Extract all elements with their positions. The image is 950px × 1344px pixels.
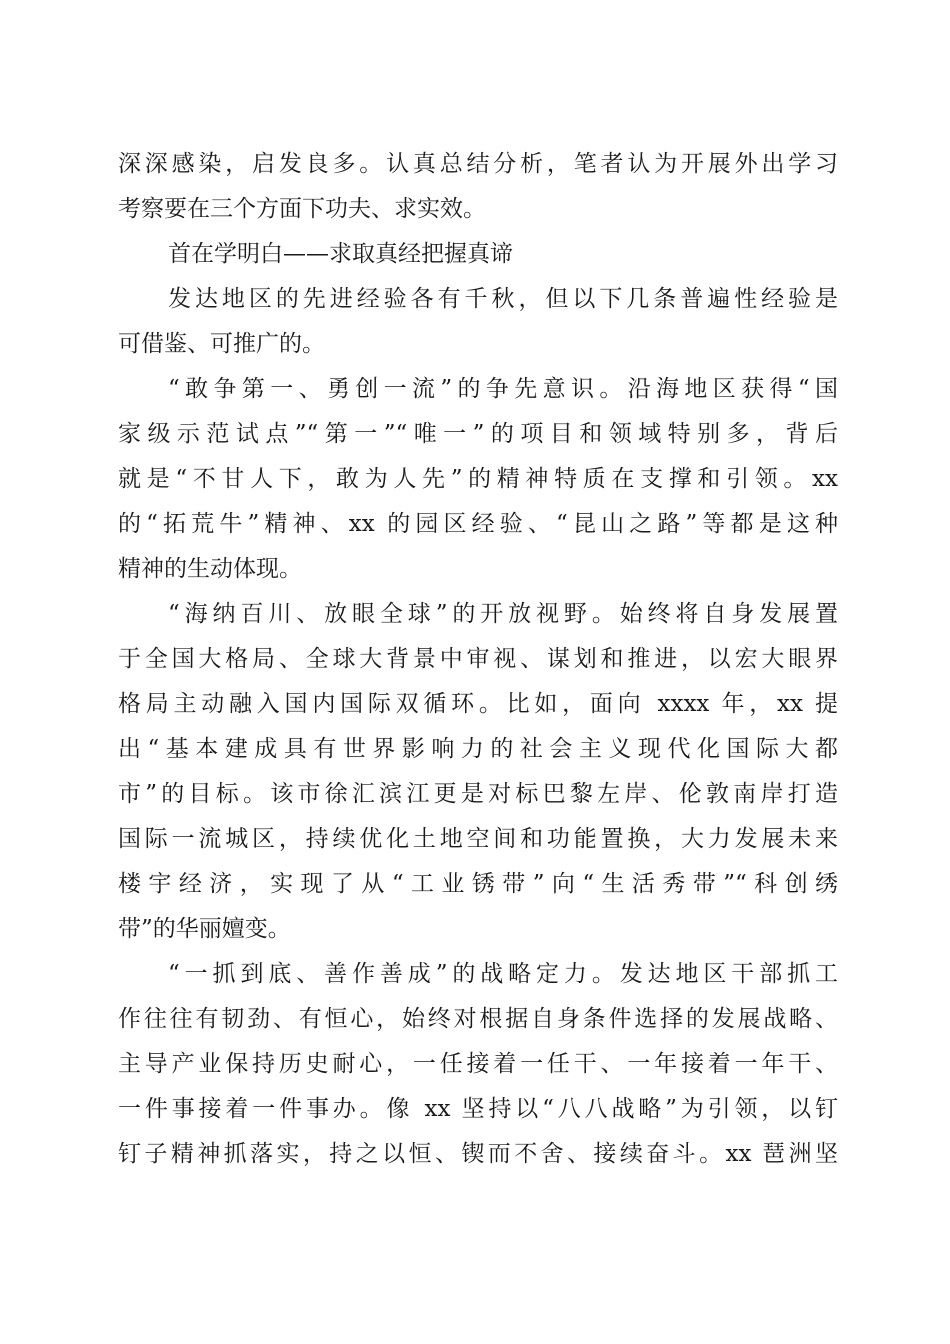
text-line: 一件事接着一件事办。像 xx 坚持以“八八战略”为引领，以钉 bbox=[118, 1096, 838, 1122]
text-line: “敢争第一、勇创一流”的争先意识。沿海地区获得“国 bbox=[168, 376, 838, 402]
text-line: “一抓到底、善作善成”的战略定力。发达地区干部抓工 bbox=[168, 961, 838, 987]
text-line: 首在学明白——求取真经把握真谛 bbox=[168, 241, 513, 267]
text-line: 家级示范试点”“第一”“唯一”的项目和领域特别多，背后 bbox=[118, 421, 838, 447]
text-line: 精神的生动体现。 bbox=[118, 556, 302, 582]
text-line: 主导产业保持历史耐心，一任接着一任干、一年接着一年干、 bbox=[118, 1051, 838, 1077]
text-line: 发达地区的先进经验各有千秋，但以下几条普遍性经验是 bbox=[168, 286, 838, 312]
text-line: 市”的目标。该市徐汇滨江更是对标巴黎左岸、伦敦南岸打造 bbox=[118, 781, 838, 807]
text-line: 于全国大格局、全球大背景中审视、谋划和推进，以宏大眼界 bbox=[118, 646, 838, 672]
text-line: 考察要在三个方面下功夫、求实效。 bbox=[118, 196, 486, 222]
text-line: 带”的华丽嬗变。 bbox=[118, 916, 291, 942]
text-line: 楼宇经济，实现了从“工业锈带”向“生活秀带”“科创绣 bbox=[118, 871, 838, 897]
document-body bbox=[118, 142, 838, 1177]
text-line: 的“拓荒牛”精神、xx 的园区经验、“昆山之路”等都是这种 bbox=[118, 511, 838, 537]
text-line: 钉子精神抓落实，持之以恒、锲而不舍、接续奋斗。xx 琶洲坚 bbox=[118, 1141, 838, 1167]
text-line: 作往往有韧劲、有恒心，始终对根据自身条件选择的发展战略、 bbox=[118, 1006, 838, 1032]
text-line: 国际一流城区，持续优化土地空间和功能置换，大力发展未来 bbox=[118, 826, 838, 852]
text-line: 出“基本建成具有世界影响力的社会主义现代化国际大都 bbox=[118, 736, 838, 762]
text-line: 可借鉴、可推广的。 bbox=[118, 331, 325, 357]
text-line: 深深感染，启发良多。认真总结分析，笔者认为开展外出学习 bbox=[118, 151, 838, 177]
text-line: 就是“不甘人下，敢为人先”的精神特质在支撑和引领。xx bbox=[118, 466, 838, 492]
text-line: 格局主动融入国内国际双循环。比如，面向 xxxx 年，xx 提 bbox=[118, 691, 838, 717]
text-line: “海纳百川、放眼全球”的开放视野。始终将自身发展置 bbox=[168, 601, 838, 627]
